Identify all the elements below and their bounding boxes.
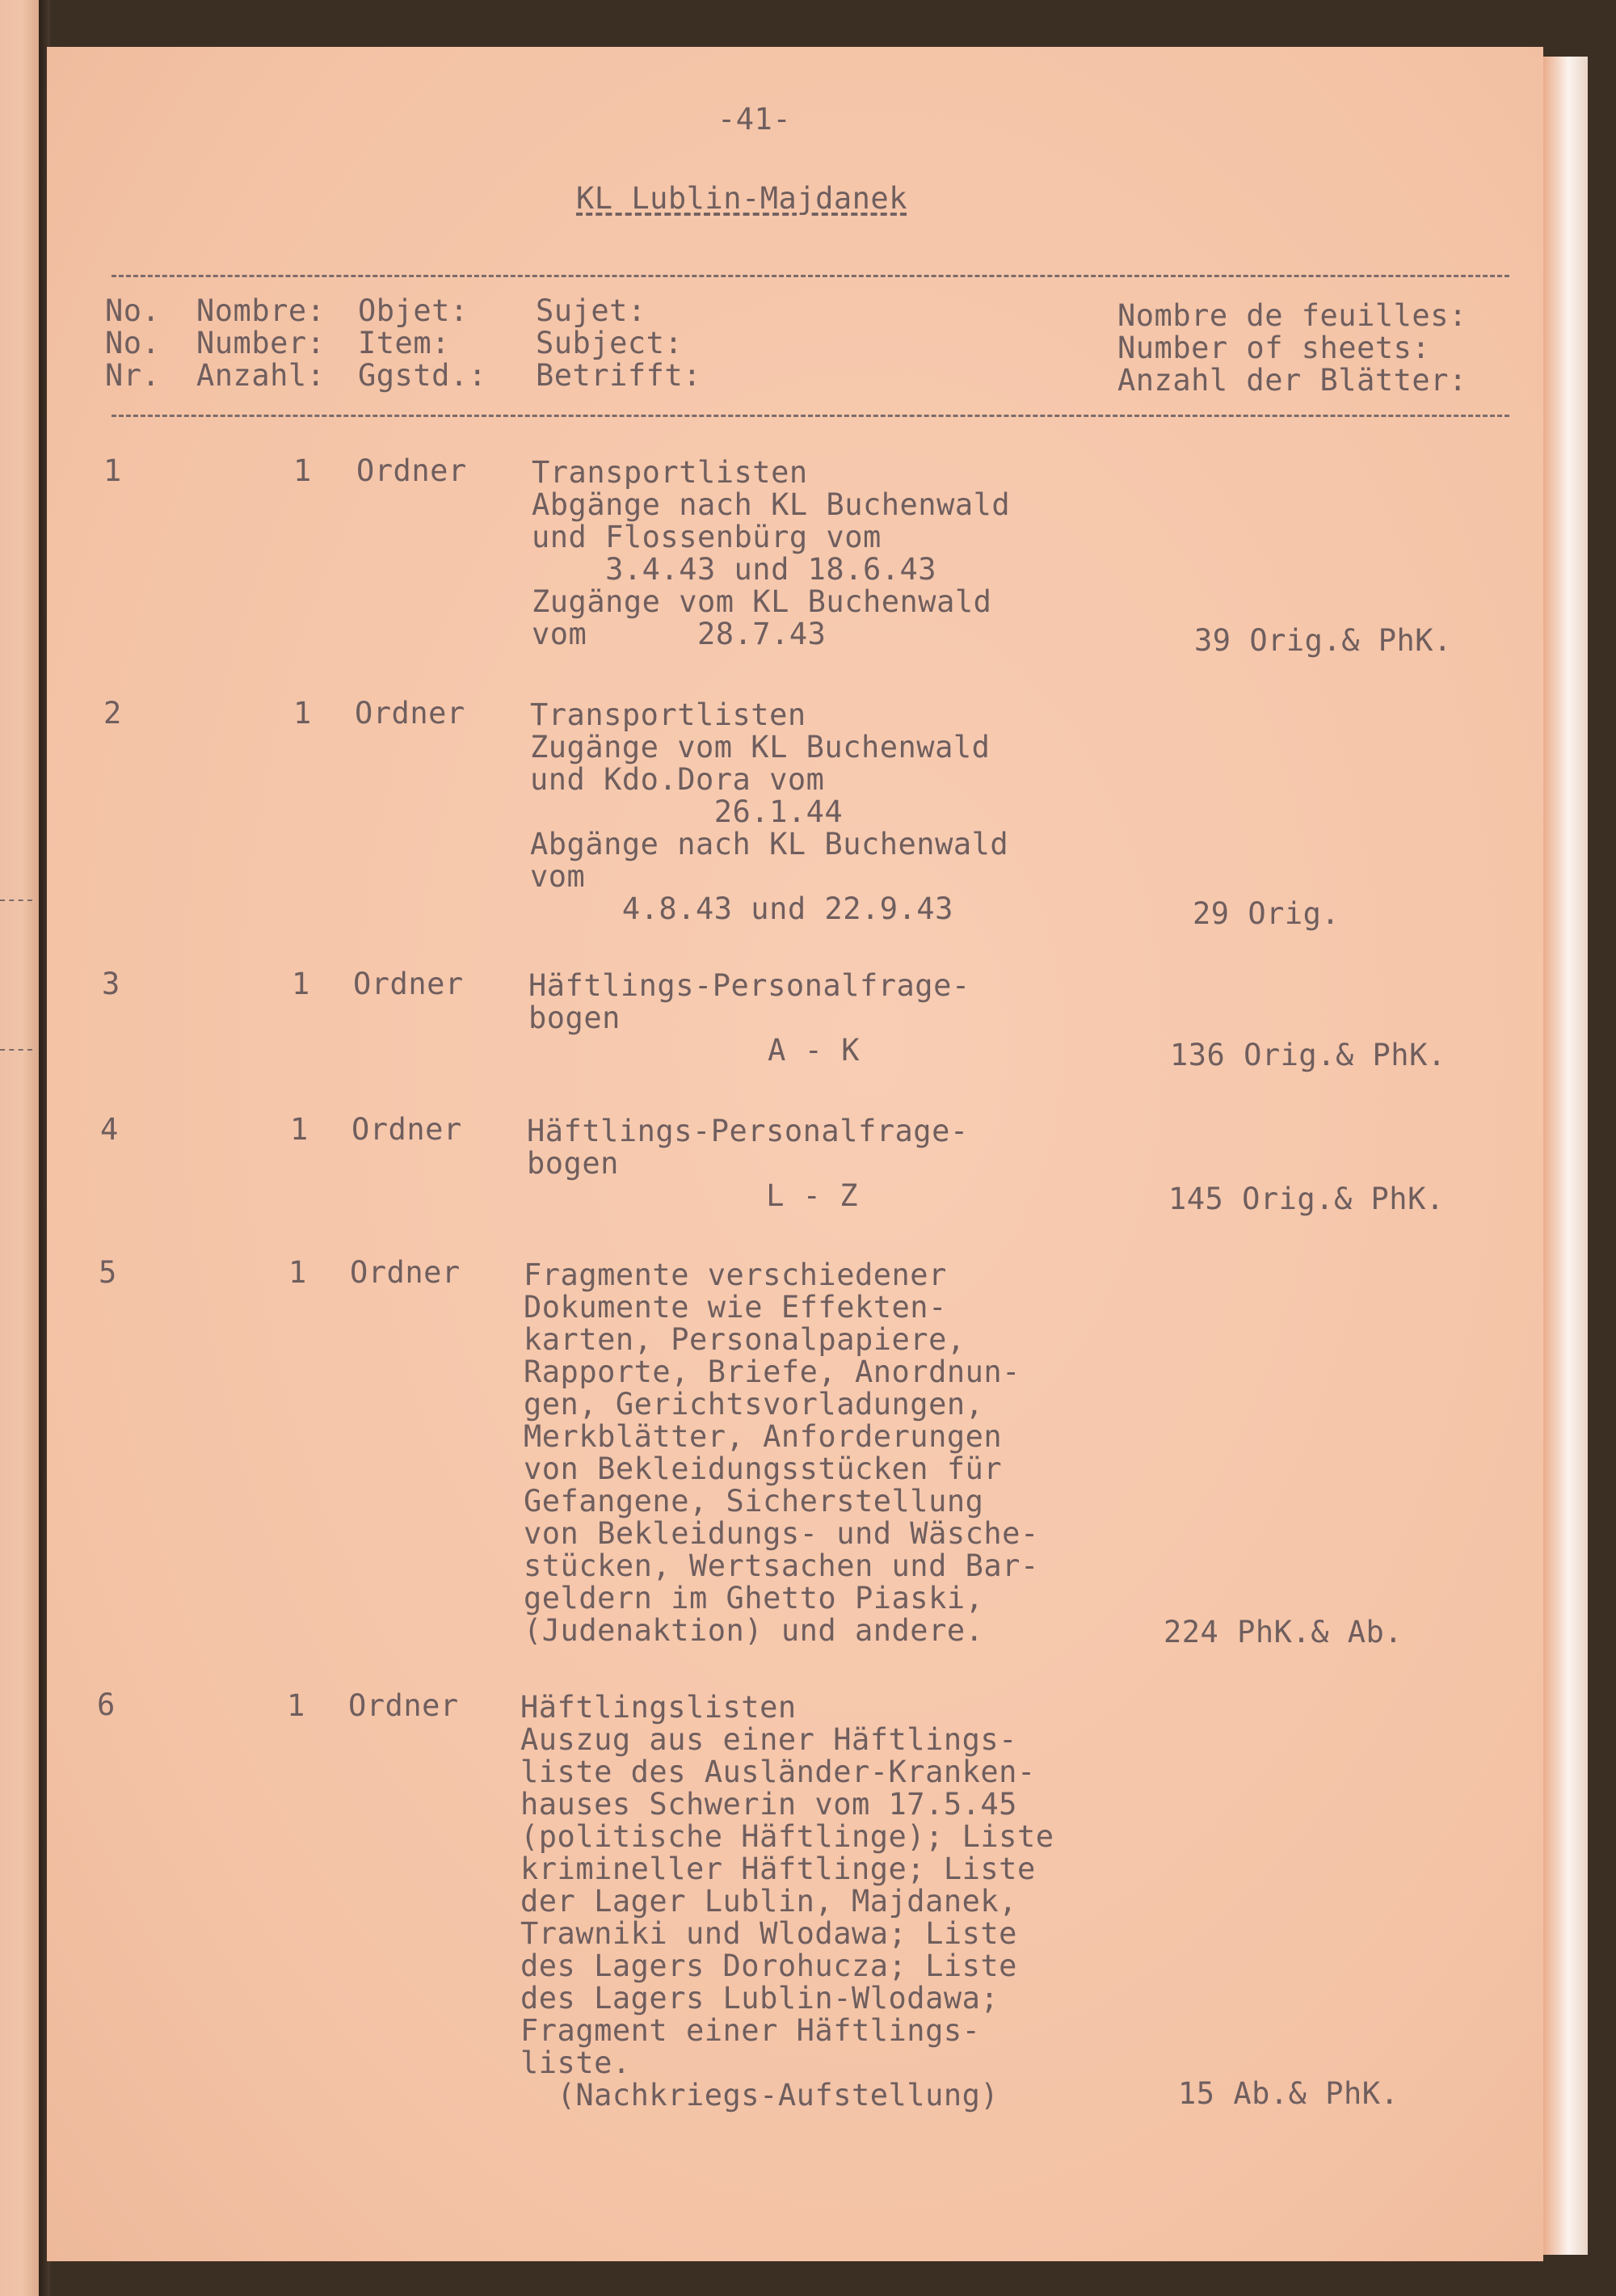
row-subject-line: und Kdo.Dora vom (530, 762, 825, 797)
row-subject-line: Häftlings-Personalfrage- (528, 968, 970, 1003)
row-item: Ordner (351, 1112, 462, 1147)
row-subject-line: Auszug aus einer Häftlings- (520, 1722, 1017, 1757)
header-sheets-en: Number of sheets: (1117, 331, 1431, 365)
row-subject-line: Trawniki und Wlodawa; Liste (520, 1916, 1017, 1951)
row-subject-line: Merkblätter, Anforderungen (524, 1419, 1003, 1454)
row-sheets: 39 Orig.& PhK. (1194, 623, 1452, 658)
header-bottom-rule (112, 415, 1509, 417)
row-subject-line: Abgänge nach KL Buchenwald (530, 827, 1009, 862)
left-page-edge (0, 0, 40, 2296)
row-count: 1 (290, 1112, 309, 1147)
row-subject-line: (politische Häftlinge); Liste (520, 1819, 1054, 1854)
row-subject-line: Fragmente verschiedener (524, 1258, 947, 1292)
row-item: Ordner (353, 967, 464, 1001)
page-edge-stack (1539, 57, 1588, 2255)
row-subject-line: der Lager Lublin, Majdanek, (520, 1884, 1017, 1919)
row-sheets: 15 Ab.& PhK. (1178, 2076, 1399, 2111)
row-subject-line: 26.1.44 (530, 794, 844, 829)
row-subject-line: (Nachkriegs-Aufstellung) (520, 2078, 999, 2113)
header-count-en: Number: (196, 326, 326, 360)
row-subject-line: liste. (520, 2045, 631, 2080)
row-subject-line: Gefangene, Sicherstellung (524, 1484, 984, 1519)
header-item-fr: Objet: (358, 293, 469, 328)
row-subject-line: vom 28.7.43 (532, 617, 827, 651)
row-subject-line: L - Z (527, 1178, 858, 1213)
row-sheets: 145 Orig.& PhK. (1168, 1182, 1445, 1216)
row-sheets: 29 Orig. (1193, 896, 1340, 931)
header-no-de: Nr. (105, 358, 161, 393)
header-no-fr: No. (105, 293, 161, 328)
header-top-rule (112, 275, 1509, 277)
row-number: 1 (103, 453, 122, 488)
row-subject-line: Zugänge vom KL Buchenwald (532, 584, 992, 619)
document-page (47, 47, 1543, 2261)
header-subject-fr: Sujet: (536, 293, 646, 328)
row-subject-line: bogen (528, 1001, 621, 1035)
header-subject-en: Subject: (536, 326, 684, 360)
row-subject-line: Transportlisten (530, 697, 806, 732)
row-number: 3 (102, 967, 120, 1001)
row-subject-line: und Flossenbürg vom (532, 520, 882, 554)
row-subject-line: 4.8.43 und 22.9.43 (530, 891, 953, 926)
row-count: 1 (287, 1688, 305, 1723)
row-item: Ordner (348, 1688, 459, 1723)
row-subject-line: Transportlisten (532, 455, 808, 490)
row-count: 1 (292, 967, 310, 1001)
row-number: 2 (103, 696, 122, 731)
row-subject-line: liste des Ausländer-Kranken- (520, 1755, 1036, 1789)
page-title: KL Lublin-Majdanek (576, 181, 907, 216)
row-count: 1 (293, 453, 312, 488)
row-subject-line: geldern im Ghetto Piaski, (524, 1581, 984, 1616)
row-sheets: 136 Orig.& PhK. (1170, 1038, 1446, 1072)
row-subject-line: 3.4.43 und 18.6.43 (532, 552, 937, 587)
row-subject-line: stücken, Wertsachen und Bar- (524, 1548, 1039, 1583)
row-item: Ordner (350, 1255, 461, 1290)
row-subject-line: Zugänge vom KL Buchenwald (530, 730, 991, 765)
row-subject-line: des Lagers Dorohucza; Liste (520, 1948, 1017, 1983)
header-sheets-de: Anzahl der Blätter: (1117, 363, 1467, 398)
row-subject-line: gen, Gerichtsvorladungen, (524, 1387, 984, 1422)
row-item: Ordner (355, 696, 465, 731)
header-item-de: Ggstd.: (358, 358, 487, 393)
row-subject-line: von Bekleidungs- und Wäsche- (524, 1516, 1039, 1551)
header-no-en: No. (105, 326, 161, 360)
row-subject-line: (Judenaktion) und andere. (524, 1613, 984, 1648)
page-number: -41- (718, 102, 792, 137)
header-count-de: Anzahl: (196, 358, 326, 393)
row-subject-line: Fragment einer Häftlings- (520, 2013, 981, 2048)
row-subject-line: bogen (527, 1146, 619, 1181)
row-subject-line: karten, Personalpapiere, (524, 1322, 966, 1357)
row-sheets: 224 PhK.& Ab. (1164, 1615, 1403, 1649)
row-subject-line: Häftlingslisten (520, 1690, 797, 1725)
row-count: 1 (288, 1255, 307, 1290)
row-subject-line: Abgänge nach KL Buchenwald (532, 487, 1011, 522)
row-subject-line: Dokumente wie Effekten- (524, 1290, 947, 1325)
row-subject-line: Rapporte, Briefe, Anordnun- (524, 1354, 1021, 1389)
row-subject-line: A - K (528, 1033, 860, 1068)
left-page-rule (0, 1049, 32, 1051)
row-number: 6 (97, 1687, 116, 1722)
left-page-rule (0, 899, 32, 901)
row-subject-line: des Lagers Lublin-Wlodawa; (520, 1981, 999, 2016)
header-sheets-fr: Nombre de feuilles: (1117, 298, 1467, 333)
row-subject-line: hauses Schwerin vom 17.5.45 (520, 1787, 1017, 1822)
row-subject-line: krimineller Häftlinge; Liste (520, 1852, 1036, 1886)
row-subject-line: von Bekleidungsstücken für (524, 1451, 1003, 1486)
header-subject-de: Betrifft: (536, 358, 701, 393)
header-count-fr: Nombre: (196, 293, 326, 328)
header-item-en: Item: (358, 326, 450, 360)
row-number: 5 (99, 1255, 117, 1290)
row-number: 4 (100, 1112, 119, 1147)
row-count: 1 (293, 696, 312, 731)
row-subject-line: Häftlings-Personalfrage- (527, 1114, 969, 1148)
row-item: Ordner (356, 453, 467, 488)
row-subject-line: vom (530, 859, 586, 894)
